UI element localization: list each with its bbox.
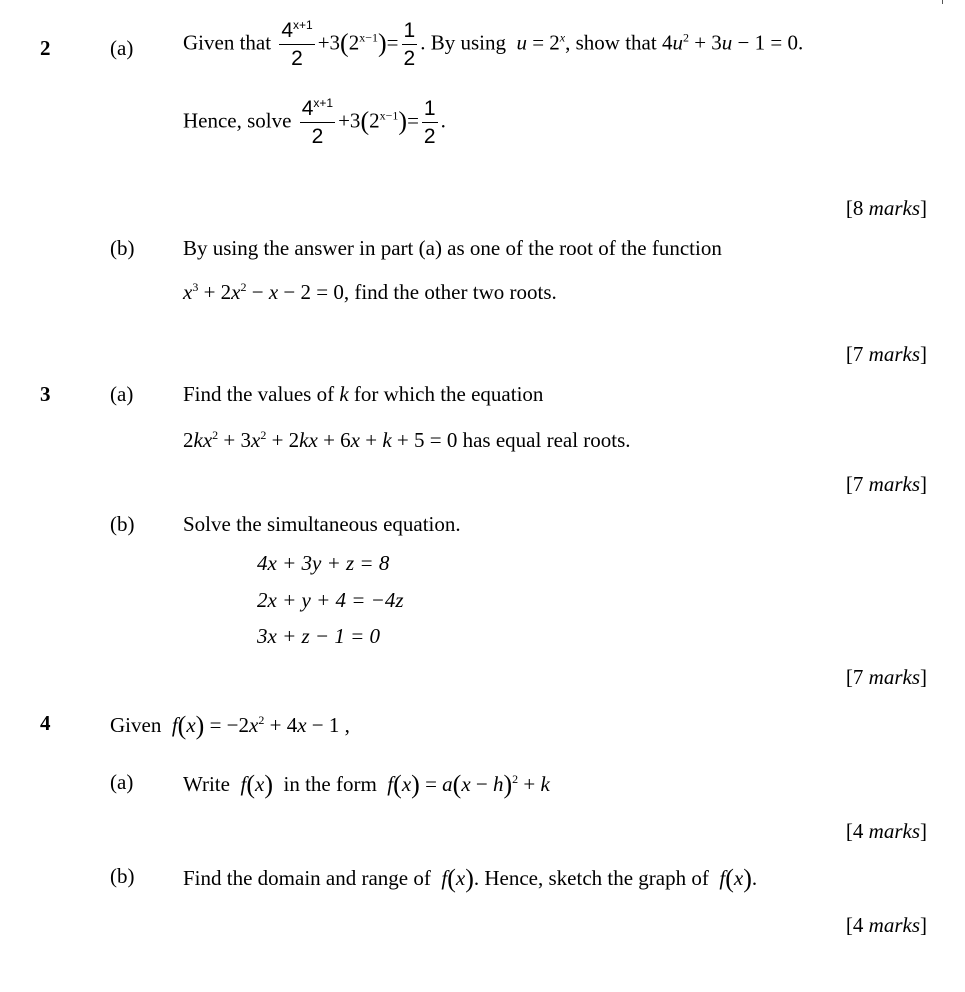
equation-1: 4x + 3y + z = 8 — [257, 551, 390, 575]
write-text: Write — [183, 772, 230, 796]
equation-3: 3x + z − 1 = 0 — [257, 624, 381, 648]
q3a-line1: Find the values of k for which the equation — [183, 382, 544, 406]
q2b-line1: By using the answer in part (a) as one of the root of the function — [183, 236, 722, 260]
fraction: $\frac{1}{2}$ — [403, 19, 416, 70]
fraction: $\frac{4^{x+1}}{2}$ — [301, 96, 334, 148]
marks-label: [4 marks] — [845, 819, 927, 843]
part-label: (a) — [110, 382, 134, 406]
hence-text: Hence, solve — [183, 108, 292, 133]
part-label: (b) — [110, 236, 135, 260]
part-label: (b) — [110, 864, 135, 888]
marks-label: [4 marks] — [845, 913, 927, 937]
part-label: (a) — [110, 770, 134, 794]
q2b-suffix: , find the other two roots. — [343, 280, 557, 304]
fraction: $\frac{4^{x+1}}{2}$ — [281, 18, 313, 70]
given-text: Given that — [183, 30, 272, 55]
q4b-line: Find the domain and range of f(x). Hence, sketch the graph of f(x). — [183, 864, 758, 893]
part-label: (a) — [110, 36, 134, 60]
marks-label: [8 marks] — [845, 196, 927, 220]
q3a-prefix: Find the values of — [183, 382, 335, 406]
fraction: $\frac{1}{2}$ — [423, 97, 436, 148]
question-number: 3 — [40, 382, 51, 406]
q4a-line: Write f(x) in the form $f(x) = a(x - h)^2 + k$ — [183, 770, 550, 799]
q3a-line2-suffix: has equal real roots. — [462, 428, 631, 452]
q3b-line1: Solve the simultaneous equation. — [183, 512, 461, 536]
part-label: (b) — [110, 512, 135, 536]
equation-2: 2x + y + 4 = −4z — [257, 588, 404, 612]
q3a-suffix: for which the equation — [353, 382, 544, 406]
q4-given: Given $f(x) = -2x^2 + 4x - 1$ , — [110, 711, 350, 740]
question-number: 2 — [40, 36, 51, 60]
page-corner-mark — [928, 0, 943, 4]
q4b-text1: Find the domain and range of — [183, 866, 431, 890]
marks-label: [7 marks] — [845, 342, 927, 366]
question-number: 4 — [40, 711, 51, 735]
by-using-text: By using — [430, 30, 506, 55]
marks-label: [7 marks] — [845, 665, 927, 689]
q4b-text2: . Hence, sketch the graph of — [473, 866, 709, 890]
q2a-statement: Given that $\frac{4^{x+1}}{2}$ $+3(2^{x-1})=$ $\frac{1}{2}$ . By using $u = 2^x$, show that $4u^2 + 3u - 1 = 0$. — [183, 18, 804, 70]
q3a-line2: $2kx^2 + 3x^2 + 2kx + 6x + k + 5 = 0$ has equal real roots. — [183, 428, 631, 452]
in-form-text: in the form — [283, 772, 377, 796]
show-that-text: show that — [575, 30, 657, 55]
q2b-line2: $x^3 + 2x^2 - x - 2 = 0$, find the other two roots. — [183, 280, 557, 304]
marks-label: [7 marks] — [845, 472, 927, 496]
q2a-hence: Hence, solve $\frac{4^{x+1}}{2}$ $+3(2^{x-1})=$ $\frac{1}{2}$ . — [183, 96, 446, 148]
given-text: Given — [110, 713, 162, 737]
